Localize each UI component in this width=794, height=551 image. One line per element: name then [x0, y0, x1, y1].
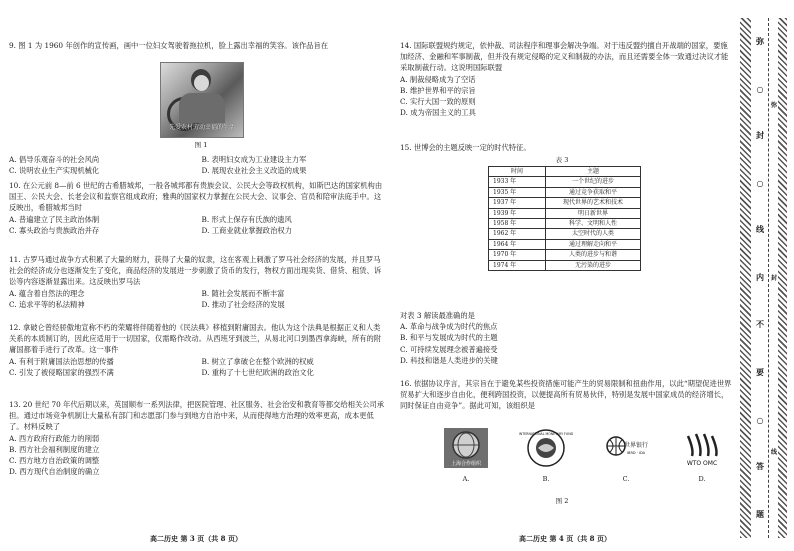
- logo-letter: B.: [542, 475, 550, 483]
- question-16-stem: 16. 依据协议序言，其宗旨在于避免某些投资措施可能产生的贸易限制和扭曲作用，以此“期望促进世界贸易扩大和逐步自由化，便利跨国投资，以便提高所有贸易伙伴，特别是发展中国家成员的经济增长，同时保证自由竞争”。据此可知，该组织是: [400, 379, 732, 411]
- logo-option-c[interactable]: [604, 428, 649, 483]
- table-cell: 科学、文明和人性: [546, 219, 641, 229]
- seal-line-margin: [738, 18, 788, 538]
- hatch-stripe-right: [778, 18, 787, 538]
- seal-char: 封: [756, 130, 764, 141]
- option[interactable]: B. 树立了拿破仑在整个欧洲的权威: [201, 356, 314, 366]
- question-11-stem: 11. 古罗马通过战争方式积累了大量的财力，获得了大量的奴隶，这在客观上刺激了罗马社会经济的发展，并且罗马社会的经济成分也逐渐发生了变化，商品经济的发展进一步刺激了货币的发行，物权方面出现卖货、借贷、租赁、诉讼等内容逐渐显露出来。这反映出罗马法: [9, 255, 382, 287]
- question-15: [400, 142, 734, 153]
- question-11: [9, 254, 386, 310]
- question-15-prompt: [400, 310, 734, 366]
- question-9-options: [9, 154, 386, 176]
- logo-letter: A.: [462, 475, 470, 483]
- table-row: [489, 219, 641, 229]
- exam-page-3: [0, 0, 392, 551]
- question-14-stem: 14. 国际联盟规约规定，依仲裁、司法程序和理事会解决争端。对于违反盟约擅自开战端的国家，要施加经济、金融和军事制裁，但并没有规定侵略的定义和制裁的办法，而且还需要全体一致通过决议才能采取制裁行动。这说明国际联盟: [400, 41, 729, 73]
- seal-char: 答: [756, 461, 764, 472]
- option[interactable]: D. 工商业就业掌握政治权力: [201, 225, 292, 235]
- table-header-row: [489, 167, 641, 177]
- question-12-options: [9, 356, 386, 378]
- seal-text-column-outer: [754, 18, 766, 538]
- question-13-options: [9, 433, 386, 478]
- option[interactable]: A. 制裁侵略成为了空话: [400, 74, 476, 84]
- figure-1-label: 图 1: [194, 141, 208, 149]
- world-bank-text: 世界银行: [623, 442, 649, 449]
- seal-char: 内: [756, 271, 764, 282]
- page-footer-left: 高二历史 第 3 页（共 8 页）: [150, 533, 242, 543]
- option[interactable]: A. 蕴含着自然法的理念: [9, 288, 85, 298]
- question-14: [400, 40, 734, 118]
- seal-char: 题: [756, 508, 764, 519]
- option[interactable]: C. 寡头政治与贵族政治并存: [9, 225, 100, 235]
- organization-logos: [444, 428, 730, 484]
- table-cell: 1935 年: [489, 187, 546, 197]
- world-bank-subtext: IBRD · IDA: [627, 451, 645, 455]
- table-cell: 1964 年: [489, 239, 546, 249]
- figure-face-shape: [194, 75, 209, 91]
- seal-circle-icon: ○: [756, 83, 764, 94]
- table-cell: 1939 年: [489, 208, 546, 218]
- figure-2-label: 图 2: [555, 497, 569, 505]
- logo-option-a[interactable]: [444, 428, 488, 483]
- table-cell: 通过理解走向和平: [546, 239, 641, 249]
- table-cell: 明日新世界: [546, 208, 641, 218]
- logo-option-d[interactable]: [680, 428, 724, 483]
- option[interactable]: C. 西方地方自治政策的调整: [9, 456, 100, 466]
- wto-logo-text: WTO OMC: [686, 460, 718, 467]
- question-10-stem: 10. 在公元前 8—前 6 世纪的古希腊城邦，一般各城邦都有贵族会议、公民大会等政权机构，如斯巴达的国家机构由国王、公民大会、长老会议和监察官组成政府；雅典的国家权力掌握在公民大会、议事会、官员和陪审法庭手中。这反映出，希腊城邦当时: [9, 181, 383, 213]
- question-9-stem: 9. 图 1 为 1960 年创作的宣传画，画中一位妇女驾驶着拖拉机，脸上露出幸福的笑容。该作品旨在: [9, 41, 329, 50]
- table-row: [489, 229, 641, 239]
- option[interactable]: D. 成为帝国主义的工具: [400, 108, 476, 118]
- table-row: [489, 187, 641, 197]
- question-14-options: [400, 74, 734, 119]
- option[interactable]: B. 和平与发展成为时代的主题: [400, 333, 498, 343]
- page-footer-right: 高二历史 第 4 页（共 8 页）: [519, 533, 611, 543]
- question-15-options: [400, 321, 734, 366]
- question-15-question: 对表 3 解读最准确的是: [400, 311, 475, 320]
- exam-page-4: [392, 0, 738, 551]
- table-cell: 1958 年: [489, 219, 546, 229]
- imf-seal-icon: [518, 428, 574, 468]
- option[interactable]: C. 引发了被侵略国家的强烈不满: [9, 367, 114, 377]
- question-11-options: [9, 288, 386, 310]
- option[interactable]: B. 维护世界和平的宗旨: [400, 85, 476, 95]
- table-cell: 一个世纪的进步: [546, 177, 641, 187]
- table-cell: 1970 年: [489, 250, 546, 260]
- option[interactable]: A. 普遍建立了民主政治体制: [9, 214, 100, 224]
- poster-caption: 先爱农村劳动幸福的生活: [168, 123, 235, 131]
- table-cell: 1933 年: [489, 177, 546, 187]
- option[interactable]: D. 科技和谐是人类进步的关键: [400, 355, 498, 365]
- seal-char: 弥: [770, 102, 777, 110]
- table-row: [489, 250, 641, 260]
- question-12-stem: 12. 拿破仑曾经骄傲地宣称不朽的荣耀将伴随着他的《民法典》移植到附庸国去。他认为这个法典是根据正义和人类关系的本质制订的，因此应适用于一切国家，仅需略作改动。从西班牙到波兰，从易北河口到墨西拿海峡，所有的附庸国都着手进行了改革。这一事件: [9, 323, 382, 355]
- table-header-cell: 主题: [546, 167, 641, 177]
- seal-char: 封: [770, 275, 777, 283]
- option[interactable]: B. 随社会发展而不断丰富: [201, 288, 285, 298]
- table-3-title: 表 3: [555, 156, 569, 164]
- logo-letter: C.: [622, 475, 630, 483]
- option[interactable]: A. 倡导乐观奋斗的社会风尚: [9, 155, 100, 164]
- expo-theme-table: [488, 166, 641, 271]
- question-10: [9, 180, 386, 236]
- option[interactable]: D. 重构了十七世纪欧洲的政治文化: [201, 367, 314, 377]
- figure-body-shape: [179, 93, 225, 123]
- propaganda-poster-image: [160, 62, 244, 138]
- table-row: [489, 198, 641, 208]
- seal-char: 线: [756, 224, 764, 235]
- option[interactable]: A. 有利于附庸国法治思想的传播: [9, 356, 114, 366]
- table-header-cell: 时间: [489, 167, 546, 177]
- table-cell: 1962 年: [489, 229, 546, 239]
- option[interactable]: D. 展现农业社会主义改造的成果: [201, 166, 307, 176]
- option[interactable]: A. 西方政府行政能力的削弱: [9, 433, 100, 443]
- table-row: [489, 239, 641, 249]
- option[interactable]: B. 西方社会福利制度的建立: [9, 444, 100, 454]
- table-cell: 无污染的进步: [546, 260, 641, 270]
- question-15-stem: 15. 世博会的主题反映一定的时代特征。: [400, 143, 531, 152]
- option[interactable]: C. 实行大国一致的原则: [400, 97, 476, 107]
- question-10-options: [9, 214, 386, 236]
- option[interactable]: B. 表明妇女成为工业建设主力军: [201, 155, 307, 164]
- sco-emblem-icon: [444, 428, 488, 468]
- option[interactable]: A. 革命与战争成为时代的焦点: [400, 322, 498, 332]
- table-row: [489, 260, 641, 270]
- logo-option-b[interactable]: [518, 428, 574, 483]
- seal-char: 线: [770, 448, 777, 456]
- question-13-stem: 13. 20 世纪 70 年代后期以来，英国顺布一系列法律，把医院管理、社区服务、社会治安和教育等都交给相关公司承担。通过市场竞争机制让大量私有部门和志愿部门参与到地方自治中来，从而使得地方治理的效率更高，成本更低了。材料反映了: [9, 400, 385, 432]
- table-row: [489, 177, 641, 187]
- dashed-fold-line: [768, 18, 769, 538]
- seal-text-column-inner: [770, 18, 778, 538]
- wto-arcs-icon: [680, 428, 724, 468]
- seal-char: 要: [756, 366, 764, 377]
- seal-circle-icon: ○: [756, 414, 764, 425]
- table-cell: 人类的进步与和谐: [546, 250, 641, 260]
- question-13: [9, 399, 386, 477]
- seal-circle-icon: ○: [756, 177, 764, 188]
- table-cell: 现代世界的艺术和技术: [546, 198, 641, 208]
- question-12: [9, 322, 386, 378]
- imf-logo-text: INTERNATIONAL MONETARY FUND: [518, 432, 574, 436]
- option[interactable]: C. 追求平等的私法精神: [9, 299, 85, 309]
- hatch-stripe-left: [740, 18, 751, 538]
- option[interactable]: C. 说明农业生产实现机械化: [9, 166, 100, 176]
- seal-char: 不: [756, 319, 764, 330]
- table-cell: 通过竞争获取和平: [546, 187, 641, 197]
- option[interactable]: C. 可持续发展理念被普遍接受: [400, 344, 498, 354]
- option[interactable]: D. 西方现代自治制度的确立: [9, 467, 100, 477]
- world-bank-globe-icon: [604, 428, 648, 468]
- seal-char: 弥: [756, 36, 764, 47]
- question-9: [9, 40, 386, 51]
- table-cell: 1937 年: [489, 198, 546, 208]
- question-16: [400, 378, 734, 412]
- table-cell: 1974 年: [489, 260, 546, 270]
- option[interactable]: B. 形式上保存有氏族的遗风: [201, 214, 292, 224]
- table-row: [489, 208, 641, 218]
- table-cell: 太空时代的人类: [546, 229, 641, 239]
- sco-logo-text: 上海合作组织: [450, 461, 482, 467]
- logo-letter: D.: [698, 475, 706, 483]
- option[interactable]: D. 推动了社会经济的发展: [201, 299, 285, 309]
